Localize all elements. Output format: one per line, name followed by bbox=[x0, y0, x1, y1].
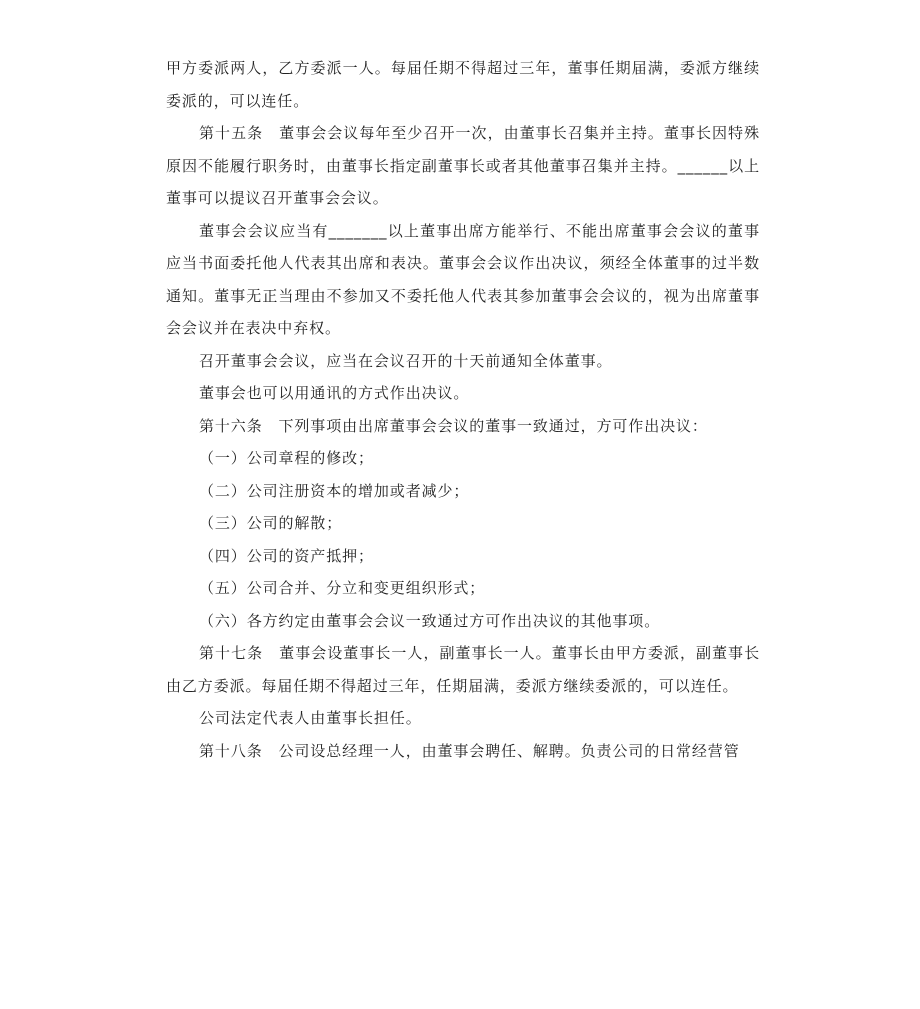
list-item: （五）公司合并、分立和变更组织形式； bbox=[199, 579, 486, 597]
article-18-paragraph: 第十八条 公司设总经理一人，由董事会聘任、解聘。负责公司的日常经营管 bbox=[199, 741, 740, 760]
document-body bbox=[166, 52, 760, 767]
list-item: （二）公司注册资本的增加或者减少； bbox=[199, 481, 470, 500]
list-item: （一）公司章程的修改； bbox=[199, 449, 374, 467]
article-15-paragraph: 第十五条 董事会会议每年至少召开一次，由董事长召集并主持。董事长因特殊原因不能履行职务时，由董事长指定副董事长或者其他董事召集并主持。______以上董事可以提议召开董事会会议。 bbox=[166, 124, 760, 207]
article-17-paragraph: 第十七条 董事会设董事长一人，副董事长一人。董事长由甲方委派，副董事长由乙方委派。每届任期不得超过三年，任期届满，委派方继续委派的，可以连任。 bbox=[166, 644, 760, 695]
article-16-paragraph: 第十六条 下列事项由出席董事会会议的董事一致通过，方可作出决议： bbox=[199, 416, 708, 435]
communication-resolution-paragraph: 董事会也可以用通讯的方式作出决议。 bbox=[199, 384, 470, 402]
board-quorum-paragraph: 董事会会议应当有_______以上董事出席方能举行、不能出席董事会会议的董事应当书面委托他人代表其出席和表决。董事会会议作出决议，须经全体董事的过半数通知。董事无正当理由不参加又不委托他人代表其参加董事会会议的，视为出席董事会会议并在表决中弃权。 bbox=[166, 221, 760, 337]
meeting-notice-paragraph: 召开董事会会议，应当在会议召开的十天前通知全体董事。 bbox=[199, 351, 613, 370]
legal-representative-paragraph: 公司法定代表人由董事长担任。 bbox=[199, 709, 422, 727]
list-item: （四）公司的资产抵押； bbox=[199, 546, 374, 565]
list-item: （三）公司的解散； bbox=[199, 514, 343, 532]
list-item: （六）各方约定由董事会会议一致通过方可作出决议的其他事项。 bbox=[199, 611, 661, 630]
paragraph-continuation: 甲方委派两人，乙方委派一人。每届任期不得超过三年，董事任期届满，委派方继续委派的，可以连任。 bbox=[166, 59, 760, 110]
